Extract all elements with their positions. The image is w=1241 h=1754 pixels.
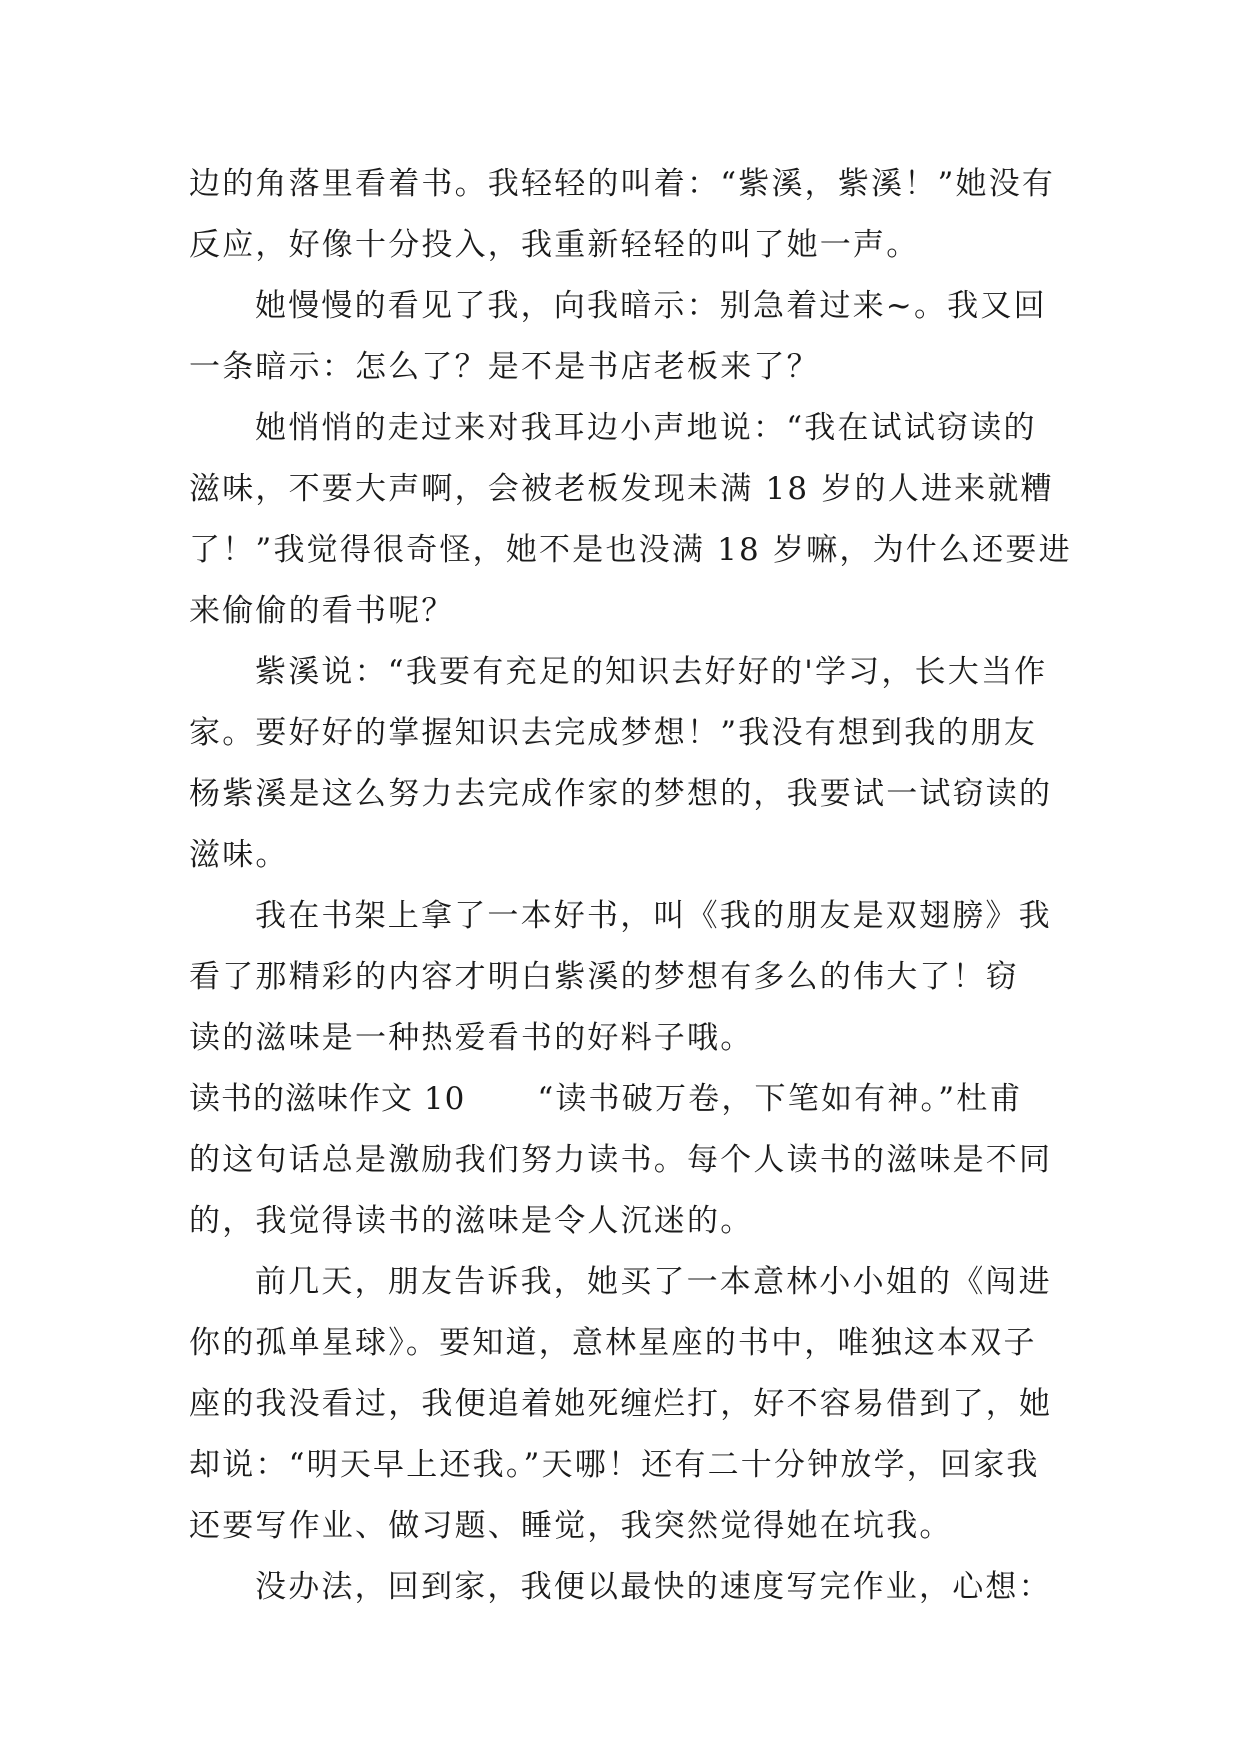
- text-line: 还要写作业、做习题、睡觉，我突然觉得她在坑我。: [189, 1508, 953, 1544]
- text-line: 座的我没看过，我便追着她死缠烂打，好不容易借到了，她: [189, 1386, 1053, 1422]
- text-line: 我在书架上拿了一本好书，叫《我的朋友是双翅膀》我: [255, 898, 1052, 934]
- text-line: 边的角落里看着书。我轻轻的叫着：“紫溪，紫溪！”她没有: [189, 166, 1056, 202]
- text-line: 一条暗示：怎么了？是不是书店老板来了？: [189, 349, 820, 385]
- text-line: 她慢慢的看见了我，向我暗示：别急着过来~。我又回: [255, 288, 1047, 324]
- section-title: 读书的滋味作文 10: [189, 1081, 466, 1117]
- text-line: 的，我觉得读书的滋味是令人沉迷的。: [189, 1203, 754, 1239]
- text-line: 的这句话总是激励我们努力读书。每个人读书的滋味是不同: [189, 1142, 1053, 1178]
- text-line: 滋味。: [189, 837, 289, 873]
- section-heading-line: [189, 1069, 1059, 1130]
- section-first-text: “读书破万卷，下笔如有神。”杜甫: [537, 1081, 1023, 1117]
- text-line: 紫溪说：“我要有充足的知识去好好的'学习，长大当作: [255, 654, 1048, 690]
- text-line: 滋味，不要大声啊，会被老板发现未满 18 岁的人进来就糟: [189, 471, 1054, 507]
- text-line: 来偷偷的看书呢？: [189, 593, 455, 629]
- text-line: 了！”我觉得很奇怪，她不是也没满 18 岁嘛，为什么还要进: [189, 532, 1072, 568]
- text-line: 杨紫溪是这么努力去完成作家的梦想的，我要试一试窃读的: [189, 776, 1053, 812]
- text-line: 她悄悄的走过来对我耳边小声地说：“我在试试窃读的: [255, 410, 1037, 446]
- text-line: 没办法，回到家，我便以最快的速度写完作业，心想：: [255, 1569, 1052, 1605]
- text-line: 反应，好像十分投入，我重新轻轻的叫了她一声。: [189, 227, 920, 263]
- text-line: 读的滋味是一种热爱看书的好料子哦。: [189, 1020, 754, 1056]
- document-body: [189, 154, 1072, 1618]
- text-line: 你的孤单星球》。要知道，意林星座的书中，唯独这本双子: [189, 1325, 1037, 1361]
- text-line: 看了那精彩的内容才明白紫溪的梦想有多么的伟大了！窃: [189, 959, 1019, 995]
- text-line: 前几天，朋友告诉我，她买了一本意林小小姐的《闯进: [255, 1264, 1052, 1300]
- text-line: 却说：“明天早上还我。”天哪！还有二十分钟放学，回家我: [189, 1447, 1040, 1483]
- text-line: 家。要好好的掌握知识去完成梦想！”我没有想到我的朋友: [189, 715, 1038, 751]
